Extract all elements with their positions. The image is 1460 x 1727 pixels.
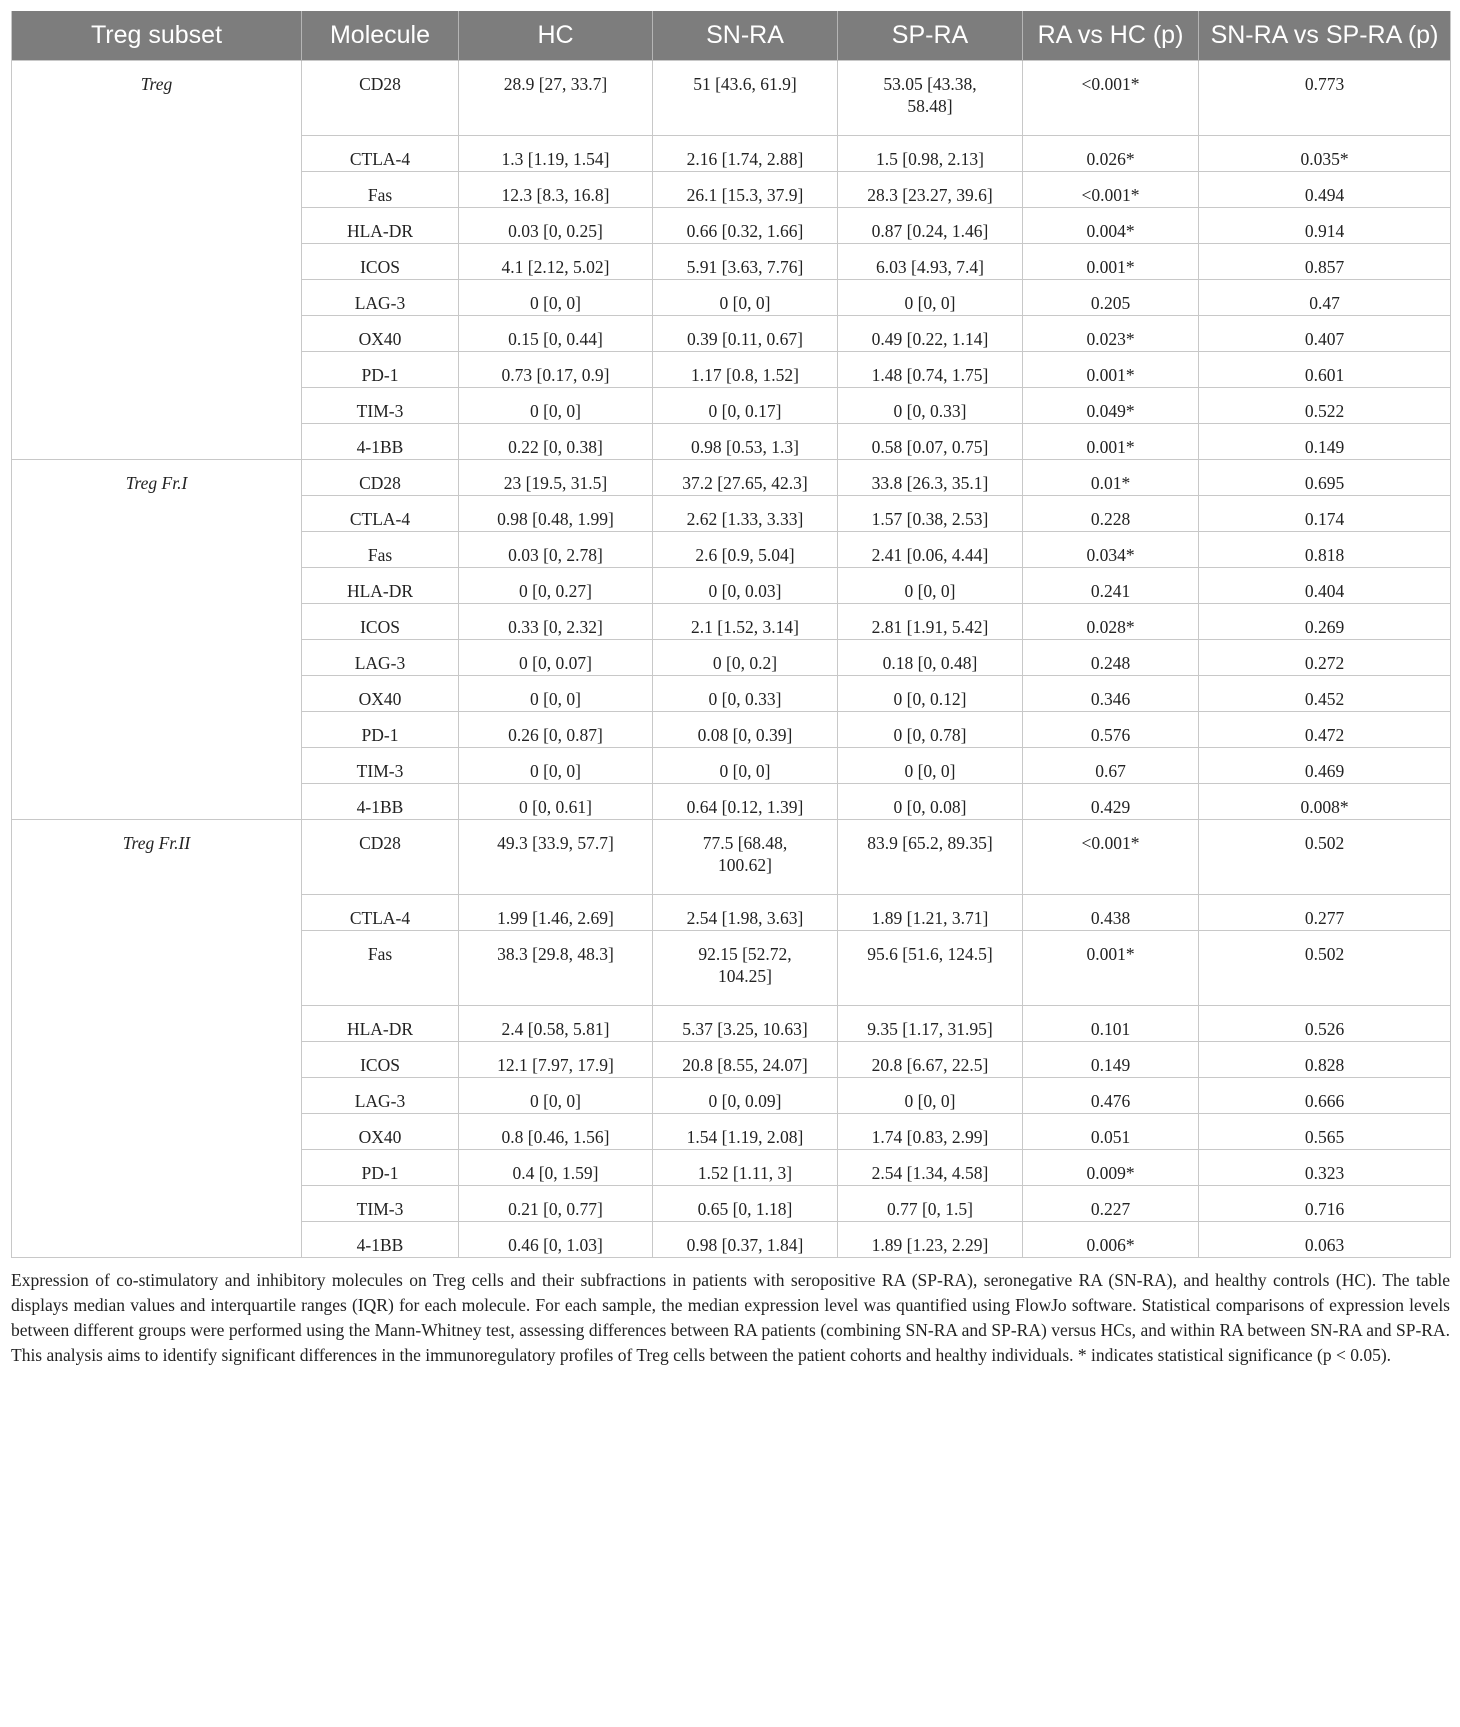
sn-ra-cell: 0 [0, 0.33] <box>653 676 838 712</box>
hc-cell: 0.73 [0.17, 0.9] <box>459 352 653 388</box>
sn-ra-cell: 0.39 [0.11, 0.67] <box>653 316 838 352</box>
hc-cell: 2.4 [0.58, 5.81] <box>459 1006 653 1042</box>
sn-ra-cell: 1.17 [0.8, 1.52] <box>653 352 838 388</box>
hc-cell: 0.33 [0, 2.32] <box>459 604 653 640</box>
sn-ra-cell: 77.5 [68.48, 100.62] <box>653 820 838 895</box>
hc-cell: 0.22 [0, 0.38] <box>459 424 653 460</box>
ra-vs-hc-p-cell: 0.026* <box>1023 136 1199 172</box>
sp-ra-cell: 95.6 [51.6, 124.5] <box>838 931 1023 1006</box>
ra-vs-hc-p-cell: 0.67 <box>1023 748 1199 784</box>
ra-vs-hc-p-cell: 0.051 <box>1023 1114 1199 1150</box>
sn-vs-sp-p-cell: 0.035* <box>1199 136 1451 172</box>
sp-ra-cell: 1.89 [1.23, 2.29] <box>838 1222 1023 1258</box>
header-ra-vs-hc: RA vs HC (p) <box>1023 11 1199 61</box>
sp-ra-cell: 83.9 [65.2, 89.35] <box>838 820 1023 895</box>
molecule-cell: HLA-DR <box>302 1006 459 1042</box>
sn-ra-cell: 0.66 [0.32, 1.66] <box>653 208 838 244</box>
hc-cell: 0.03 [0, 0.25] <box>459 208 653 244</box>
sp-ra-cell: 0.18 [0, 0.48] <box>838 640 1023 676</box>
sp-ra-cell: 0 [0, 0] <box>838 1078 1023 1114</box>
sp-ra-cell: 0 [0, 0.08] <box>838 784 1023 820</box>
molecule-cell: 4-1BB <box>302 784 459 820</box>
header-treg-subset: Treg subset <box>12 11 302 61</box>
hc-cell: 23 [19.5, 31.5] <box>459 460 653 496</box>
sn-vs-sp-p-cell: 0.174 <box>1199 496 1451 532</box>
sn-ra-cell: 92.15 [52.72, 104.25] <box>653 931 838 1006</box>
hc-cell: 49.3 [33.9, 57.7] <box>459 820 653 895</box>
molecule-cell: CTLA-4 <box>302 895 459 931</box>
sn-ra-cell: 0 [0, 0.2] <box>653 640 838 676</box>
ra-vs-hc-p-cell: 0.006* <box>1023 1222 1199 1258</box>
treg-subset-cell: Treg <box>12 61 302 460</box>
ra-vs-hc-p-cell: 0.149 <box>1023 1042 1199 1078</box>
hc-cell: 0 [0, 0] <box>459 280 653 316</box>
header-hc: HC <box>459 11 653 61</box>
ra-vs-hc-p-cell: 0.346 <box>1023 676 1199 712</box>
sp-ra-cell: 53.05 [43.38, 58.48] <box>838 61 1023 136</box>
hc-cell: 0.8 [0.46, 1.56] <box>459 1114 653 1150</box>
sn-ra-cell: 26.1 [15.3, 37.9] <box>653 172 838 208</box>
sn-ra-cell: 51 [43.6, 61.9] <box>653 61 838 136</box>
sn-vs-sp-p-cell: 0.47 <box>1199 280 1451 316</box>
sn-ra-cell: 1.52 [1.11, 3] <box>653 1150 838 1186</box>
header-sn-vs-sp: SN-RA vs SP-RA (p) <box>1199 11 1451 61</box>
ra-vs-hc-p-cell: 0.001* <box>1023 424 1199 460</box>
hc-cell: 0.4 [0, 1.59] <box>459 1150 653 1186</box>
hc-cell: 0 [0, 0] <box>459 388 653 424</box>
ra-vs-hc-p-cell: 0.576 <box>1023 712 1199 748</box>
molecule-cell: 4-1BB <box>302 1222 459 1258</box>
sn-vs-sp-p-cell: 0.716 <box>1199 1186 1451 1222</box>
hc-cell: 0.15 [0, 0.44] <box>459 316 653 352</box>
hc-cell: 0 [0, 0] <box>459 748 653 784</box>
header-molecule: Molecule <box>302 11 459 61</box>
sn-vs-sp-p-cell: 0.494 <box>1199 172 1451 208</box>
sp-ra-cell: 1.89 [1.21, 3.71] <box>838 895 1023 931</box>
molecule-cell: PD-1 <box>302 1150 459 1186</box>
ra-vs-hc-p-cell: <0.001* <box>1023 820 1199 895</box>
sn-vs-sp-p-cell: 0.818 <box>1199 532 1451 568</box>
molecule-cell: CD28 <box>302 820 459 895</box>
sn-vs-sp-p-cell: 0.666 <box>1199 1078 1451 1114</box>
ra-vs-hc-p-cell: 0.101 <box>1023 1006 1199 1042</box>
molecule-cell: OX40 <box>302 316 459 352</box>
molecule-cell: Fas <box>302 931 459 1006</box>
molecule-cell: LAG-3 <box>302 280 459 316</box>
sp-ra-cell: 20.8 [6.67, 22.5] <box>838 1042 1023 1078</box>
molecule-cell: CTLA-4 <box>302 136 459 172</box>
sn-vs-sp-p-cell: 0.526 <box>1199 1006 1451 1042</box>
sp-ra-cell: 0 [0, 0.33] <box>838 388 1023 424</box>
molecule-cell: PD-1 <box>302 352 459 388</box>
ra-vs-hc-p-cell: 0.429 <box>1023 784 1199 820</box>
sn-vs-sp-p-cell: 0.502 <box>1199 931 1451 1006</box>
hc-cell: 0 [0, 0.27] <box>459 568 653 604</box>
sn-vs-sp-p-cell: 0.857 <box>1199 244 1451 280</box>
sn-vs-sp-p-cell: 0.914 <box>1199 208 1451 244</box>
ra-vs-hc-p-cell: 0.476 <box>1023 1078 1199 1114</box>
sn-ra-cell: 0.08 [0, 0.39] <box>653 712 838 748</box>
molecule-cell: 4-1BB <box>302 424 459 460</box>
hc-cell: 0.46 [0, 1.03] <box>459 1222 653 1258</box>
sn-vs-sp-p-cell: 0.277 <box>1199 895 1451 931</box>
hc-cell: 0 [0, 0.61] <box>459 784 653 820</box>
molecule-cell: CD28 <box>302 61 459 136</box>
ra-vs-hc-p-cell: 0.248 <box>1023 640 1199 676</box>
sn-vs-sp-p-cell: 0.828 <box>1199 1042 1451 1078</box>
molecule-cell: HLA-DR <box>302 568 459 604</box>
ra-vs-hc-p-cell: 0.01* <box>1023 460 1199 496</box>
hc-cell: 0.03 [0, 2.78] <box>459 532 653 568</box>
molecule-cell: Fas <box>302 172 459 208</box>
table-body <box>12 61 1451 1258</box>
sn-vs-sp-p-cell: 0.565 <box>1199 1114 1451 1150</box>
sn-vs-sp-p-cell: 0.452 <box>1199 676 1451 712</box>
molecule-cell: LAG-3 <box>302 1078 459 1114</box>
molecule-cell: ICOS <box>302 244 459 280</box>
hc-cell: 12.1 [7.97, 17.9] <box>459 1042 653 1078</box>
sp-ra-cell: 1.5 [0.98, 2.13] <box>838 136 1023 172</box>
sn-ra-cell: 1.54 [1.19, 2.08] <box>653 1114 838 1150</box>
ra-vs-hc-p-cell: 0.049* <box>1023 388 1199 424</box>
ra-vs-hc-p-cell: 0.023* <box>1023 316 1199 352</box>
sn-vs-sp-p-cell: 0.469 <box>1199 748 1451 784</box>
sn-ra-cell: 2.1 [1.52, 3.14] <box>653 604 838 640</box>
molecule-cell: CD28 <box>302 460 459 496</box>
hc-cell: 1.3 [1.19, 1.54] <box>459 136 653 172</box>
ra-vs-hc-p-cell: 0.001* <box>1023 352 1199 388</box>
ra-vs-hc-p-cell: 0.001* <box>1023 931 1199 1006</box>
sp-ra-cell: 0.77 [0, 1.5] <box>838 1186 1023 1222</box>
header-sp-ra: SP-RA <box>838 11 1023 61</box>
hc-cell: 38.3 [29.8, 48.3] <box>459 931 653 1006</box>
sp-ra-cell: 0 [0, 0.78] <box>838 712 1023 748</box>
table-container <box>11 11 1450 1368</box>
hc-cell: 12.3 [8.3, 16.8] <box>459 172 653 208</box>
ra-vs-hc-p-cell: 0.241 <box>1023 568 1199 604</box>
hc-cell: 0 [0, 0.07] <box>459 640 653 676</box>
sn-ra-cell: 0 [0, 0.09] <box>653 1078 838 1114</box>
treg-subset-cell: Treg Fr.II <box>12 820 302 1258</box>
table-row <box>12 460 1451 496</box>
sp-ra-cell: 2.54 [1.34, 4.58] <box>838 1150 1023 1186</box>
sn-ra-cell: 0.64 [0.12, 1.39] <box>653 784 838 820</box>
sp-ra-cell: 1.57 [0.38, 2.53] <box>838 496 1023 532</box>
molecule-cell: Fas <box>302 532 459 568</box>
hc-cell: 28.9 [27, 33.7] <box>459 61 653 136</box>
ra-vs-hc-p-cell: <0.001* <box>1023 61 1199 136</box>
ra-vs-hc-p-cell: 0.028* <box>1023 604 1199 640</box>
ra-vs-hc-p-cell: 0.001* <box>1023 244 1199 280</box>
sn-vs-sp-p-cell: 0.063 <box>1199 1222 1451 1258</box>
sn-vs-sp-p-cell: 0.149 <box>1199 424 1451 460</box>
sn-vs-sp-p-cell: 0.695 <box>1199 460 1451 496</box>
sn-ra-cell: 0 [0, 0.17] <box>653 388 838 424</box>
table-row <box>12 820 1451 895</box>
sn-ra-cell: 0 [0, 0] <box>653 748 838 784</box>
sn-ra-cell: 20.8 [8.55, 24.07] <box>653 1042 838 1078</box>
treg-subset-cell: Treg Fr.I <box>12 460 302 820</box>
sp-ra-cell: 9.35 [1.17, 31.95] <box>838 1006 1023 1042</box>
sn-vs-sp-p-cell: 0.472 <box>1199 712 1451 748</box>
ra-vs-hc-p-cell: 0.034* <box>1023 532 1199 568</box>
sn-vs-sp-p-cell: 0.502 <box>1199 820 1451 895</box>
sp-ra-cell: 0.49 [0.22, 1.14] <box>838 316 1023 352</box>
hc-cell: 0.98 [0.48, 1.99] <box>459 496 653 532</box>
sn-ra-cell: 5.91 [3.63, 7.76] <box>653 244 838 280</box>
sp-ra-cell: 2.41 [0.06, 4.44] <box>838 532 1023 568</box>
sn-ra-cell: 2.16 [1.74, 2.88] <box>653 136 838 172</box>
ra-vs-hc-p-cell: 0.009* <box>1023 1150 1199 1186</box>
ra-vs-hc-p-cell: 0.438 <box>1023 895 1199 931</box>
sn-vs-sp-p-cell: 0.773 <box>1199 61 1451 136</box>
sn-ra-cell: 37.2 [27.65, 42.3] <box>653 460 838 496</box>
ra-vs-hc-p-cell: 0.205 <box>1023 280 1199 316</box>
sn-ra-cell: 0.65 [0, 1.18] <box>653 1186 838 1222</box>
header-sn-ra: SN-RA <box>653 11 838 61</box>
molecule-cell: OX40 <box>302 1114 459 1150</box>
sn-vs-sp-p-cell: 0.272 <box>1199 640 1451 676</box>
ra-vs-hc-p-cell: <0.001* <box>1023 172 1199 208</box>
hc-cell: 0 [0, 0] <box>459 1078 653 1114</box>
treg-expression-table <box>11 11 1451 1258</box>
molecule-cell: ICOS <box>302 604 459 640</box>
sn-ra-cell: 2.54 [1.98, 3.63] <box>653 895 838 931</box>
sn-ra-cell: 0 [0, 0.03] <box>653 568 838 604</box>
sp-ra-cell: 6.03 [4.93, 7.4] <box>838 244 1023 280</box>
header-row <box>12 11 1451 61</box>
table-header <box>12 11 1451 61</box>
sp-ra-cell: 0 [0, 0.12] <box>838 676 1023 712</box>
hc-cell: 1.99 [1.46, 2.69] <box>459 895 653 931</box>
molecule-cell: ICOS <box>302 1042 459 1078</box>
sp-ra-cell: 28.3 [23.27, 39.6] <box>838 172 1023 208</box>
hc-cell: 4.1 [2.12, 5.02] <box>459 244 653 280</box>
molecule-cell: TIM-3 <box>302 388 459 424</box>
sn-vs-sp-p-cell: 0.407 <box>1199 316 1451 352</box>
molecule-cell: TIM-3 <box>302 748 459 784</box>
sp-ra-cell: 2.81 [1.91, 5.42] <box>838 604 1023 640</box>
hc-cell: 0.21 [0, 0.77] <box>459 1186 653 1222</box>
table-row <box>12 61 1451 136</box>
sp-ra-cell: 0 [0, 0] <box>838 748 1023 784</box>
sp-ra-cell: 33.8 [26.3, 35.1] <box>838 460 1023 496</box>
sp-ra-cell: 1.48 [0.74, 1.75] <box>838 352 1023 388</box>
sn-vs-sp-p-cell: 0.323 <box>1199 1150 1451 1186</box>
sp-ra-cell: 0.58 [0.07, 0.75] <box>838 424 1023 460</box>
ra-vs-hc-p-cell: 0.227 <box>1023 1186 1199 1222</box>
sn-vs-sp-p-cell: 0.269 <box>1199 604 1451 640</box>
sn-ra-cell: 0.98 [0.53, 1.3] <box>653 424 838 460</box>
sn-vs-sp-p-cell: 0.522 <box>1199 388 1451 424</box>
molecule-cell: PD-1 <box>302 712 459 748</box>
sn-ra-cell: 0 [0, 0] <box>653 280 838 316</box>
hc-cell: 0.26 [0, 0.87] <box>459 712 653 748</box>
sp-ra-cell: 1.74 [0.83, 2.99] <box>838 1114 1023 1150</box>
sn-ra-cell: 0.98 [0.37, 1.84] <box>653 1222 838 1258</box>
sn-ra-cell: 2.62 [1.33, 3.33] <box>653 496 838 532</box>
sp-ra-cell: 0 [0, 0] <box>838 568 1023 604</box>
hc-cell: 0 [0, 0] <box>459 676 653 712</box>
molecule-cell: LAG-3 <box>302 640 459 676</box>
ra-vs-hc-p-cell: 0.228 <box>1023 496 1199 532</box>
sn-vs-sp-p-cell: 0.008* <box>1199 784 1451 820</box>
sn-ra-cell: 5.37 [3.25, 10.63] <box>653 1006 838 1042</box>
molecule-cell: HLA-DR <box>302 208 459 244</box>
ra-vs-hc-p-cell: 0.004* <box>1023 208 1199 244</box>
sn-ra-cell: 2.6 [0.9, 5.04] <box>653 532 838 568</box>
molecule-cell: OX40 <box>302 676 459 712</box>
sn-vs-sp-p-cell: 0.601 <box>1199 352 1451 388</box>
molecule-cell: CTLA-4 <box>302 496 459 532</box>
sp-ra-cell: 0 [0, 0] <box>838 280 1023 316</box>
sp-ra-cell: 0.87 [0.24, 1.46] <box>838 208 1023 244</box>
sn-vs-sp-p-cell: 0.404 <box>1199 568 1451 604</box>
table-footnote: Expression of co-stimulatory and inhibitory molecules on Treg cells and their subfractions in patients with seropositive RA (SP-RA), seronegative RA (SN-RA), and healthy controls (HC). The table displays median values and interquartile ranges (IQR) for each molecule. For each sample, the median expression level was quantified using FlowJo software. Statistical comparisons of expression levels between different groups were performed using the Mann-Whitney test, assessing differences between RA patients (combining SN-RA and SP-RA) versus HCs, and within RA between SN-RA and SP-RA. This analysis aims to identify significant differences in the immunoregulatory profiles of Treg cells between the patient cohorts and healthy individuals. * indicates statistical significance (p < 0.05). <box>11 1270 1450 1365</box>
molecule-cell: TIM-3 <box>302 1186 459 1222</box>
